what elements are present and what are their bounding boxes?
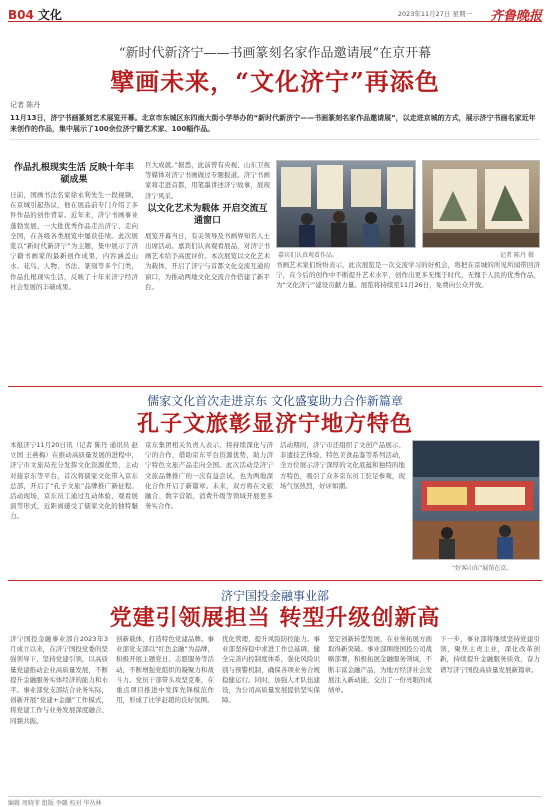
story1-subhead-2: 以文化艺术为载体 开启交流互通窗口 bbox=[147, 203, 268, 226]
story2-photo-caption: “好客山东”展馆在京。 bbox=[452, 565, 513, 572]
section-label bbox=[8, 6, 62, 23]
story2-column-2-text: 京东集团相关负责人表示，将持续深化与济宁的合作，借助京东平台资源优势，助力济宁特色文旅产品走向全国。此次活动是济宁文旅品牌推广的一次有益尝试，也为两地深化合作开启了新篇章。未来，双方将在文旅融合、数字营销、消费升级等领域开展更多务实合作。 bbox=[145, 441, 273, 511]
page-masthead bbox=[8, 6, 542, 22]
page-footer-credits: 编辑 周晓菲 组版 李璐 校对 毕丛林 bbox=[8, 796, 542, 807]
newspaper-logo: 齐鲁晚报 bbox=[489, 9, 542, 24]
story3-column-1-text: 济宁国投金融事业部自2023年3月成立以来，在济宁国投党委的坚强领导下，坚持党建引领，以高质量党建推动企业高质量发展，不断提升金融服务实体经济的能力和水平。事业部党支部结合业务实际，创新开展“党建+金融”工作模式，将党建工作与业务发展深度融合、同频共振。 bbox=[10, 635, 108, 725]
story3-column-4 bbox=[328, 634, 432, 792]
story1-photo-main bbox=[276, 160, 416, 248]
issue-date: 2023年11月27日 星期一 bbox=[397, 10, 472, 18]
story2-column-1-text: 本报济宁11月20日讯（记者 陈丹 通讯员 赵立国 王燕梅）在推动高质量发展的进程中，济宁市文旅局充分发挥文化资源优势，主动对接京东等平台，首次将儒家文化带入京东总部，开启了“孔子文旅”品牌推广新征程。活动现场，京东员工通过互动体验、观看展演等形式，近距离感受了儒家文化的独特魅力。 bbox=[10, 441, 138, 521]
story2-photo bbox=[412, 440, 540, 560]
story1-byline: 记者 陈丹 bbox=[10, 101, 41, 109]
story3-column-4-text: 坚定创新转型发展，在业务拓展方面取得新突破。事业部围绕国投公司战略部署，积极拓展金融服务领域，不断丰富金融产品，为地方经济社会发展注入新动能，交出了一份亮眼的成绩单。 bbox=[328, 635, 432, 695]
story1-column-1 bbox=[10, 160, 138, 382]
story2-column-1 bbox=[10, 440, 138, 576]
story2-column-3 bbox=[280, 440, 405, 576]
story1-headline: 擘画未来，“文化济宁”再添色 bbox=[110, 67, 440, 96]
story1-photo2-caption: 记者 陈丹 摄 bbox=[500, 252, 534, 259]
story1-lead: 11月13日，济宁书画篆刻艺术展览开幕。北京市东城区东四南大街小学举办的“新时代新济宁——书画篆刻名家作品邀请展”，以走进京城的方式，展示济宁书画名家近年来创作的作品，集中展示了100余位济宁籍艺术家、100幅作品。 bbox=[10, 113, 540, 140]
story3-column-2 bbox=[116, 634, 214, 792]
story3-headline: 党建引领展担当 转型升级创新高 bbox=[109, 605, 441, 631]
story2-column-2 bbox=[145, 440, 273, 576]
story1-column-2-text: 巨大成就。”据悉，此前曾有央视、山东卫视等媒体对济宁书画做过专题报道。济宁书画家将走进首都，用笔墨讲述济宁故事，展现济宁风采。 bbox=[145, 161, 270, 200]
story1-column-2 bbox=[145, 160, 270, 382]
story2-headline: 孔子文旅彰显济宁地方特色 bbox=[136, 411, 413, 437]
booth-photo-illustration bbox=[413, 441, 540, 560]
section-name: 文化 bbox=[37, 8, 62, 22]
story1-column-1-text: 日前，国画书法名家徐永利先生一段视频，在京城引起热议，他在展品前专门介绍了多件作品的创作背景。近年来，济宁书画事业蓬勃发展，一大批优秀作品走出济宁、走向全国，在各级各类展览中屡获佳绩。此次展览以“新时代新济宁”为主题，集中展示了济宁籍书画家的最新创作成果，内容涵盖山水、花鸟、人物、书法、篆刻等多个门类，作品扎根现实生活，反映了十年来济宁经济社会发展的丰硕成果。 bbox=[10, 191, 138, 291]
story1-column-2b-text: 展览开幕当日，有关领导及书画界知名人士出席活动。嘉宾们认真观看展品，对济宁书画艺术给予高度评价。本次展览以文化艺术为载体，开启了济宁与首都文化交流互通的窗口，为推动两地文化交流合作搭建了新平台。 bbox=[145, 231, 270, 291]
story2-column-3-text: 活动期间，济宁市还组织了文创产品展示、非遗技艺体验、特色美食品鉴等系列活动，全方位展示济宁深厚的文化底蕴和独特的地方特色，吸引了众多京东员工驻足参观，现场气氛热烈，好评如潮。 bbox=[280, 441, 405, 490]
artwork-photo-illustration bbox=[423, 161, 540, 248]
story2-kicker: 儒家文化首次走进京东 文化盛宴助力合作新篇章 bbox=[147, 394, 403, 408]
story3-column-2-text: 创新载体，打造特色党建品牌。事业部党支部以“红色金融”为品牌，积极开展主题党日、志愿服务等活动，不断增强党组织的凝聚力和战斗力。党员干部带头攻坚克难，在重点项目推进中发挥先锋模范作用，形成了比学赶超的良好氛围。 bbox=[116, 635, 214, 705]
story1-column-3 bbox=[276, 260, 540, 382]
story1-subhead-1: 作品扎根现实生活 反映十年丰硕成果 bbox=[13, 163, 135, 185]
story1-photo-caption: 嘉宾们认真观看作品。 bbox=[278, 252, 339, 259]
story1-kicker: “新时代新济宁——书画篆刻名家作品邀请展”在京开幕 bbox=[118, 46, 432, 61]
story1-column-3-text: 书画艺术家们纷纷表示，此次展览是一次交流学习的好机会，将把在京城的所见所闻带回济宁，在今后的创作中不断提升艺术水平，创作出更多无愧于时代、无愧于人民的优秀作品，为“文化济宁”建设贡献力量。展览将持续至11月26日，免费向公众开放。 bbox=[276, 261, 540, 290]
story3-kicker: 济宁国投金融事业部 bbox=[220, 589, 329, 603]
story3-column-3-text: 优化管理，提升风险防控能力。事业部坚持稳中求进工作总基调，健全完善内控制度体系，强化风险识别与预警机制，确保各项业务合规稳健运行。同时，加强人才队伍建设，为公司高质量发展提供坚实保障。 bbox=[222, 635, 320, 705]
story3-column-5-text: 下一步，事业部将继续坚持党建引领，聚焦主责主业，深化改革创新，持续提升金融服务质效，奋力谱写济宁国投高质量发展新篇章。 bbox=[440, 635, 540, 674]
story3-column-5 bbox=[440, 634, 540, 792]
exhibition-photo-illustration bbox=[277, 161, 416, 248]
story1-photo-second bbox=[422, 160, 540, 248]
section-number: B04 bbox=[8, 8, 34, 22]
story3-column-1 bbox=[10, 634, 108, 792]
story3-column-3 bbox=[222, 634, 320, 792]
divider-1 bbox=[8, 386, 542, 387]
divider-2 bbox=[8, 580, 542, 581]
